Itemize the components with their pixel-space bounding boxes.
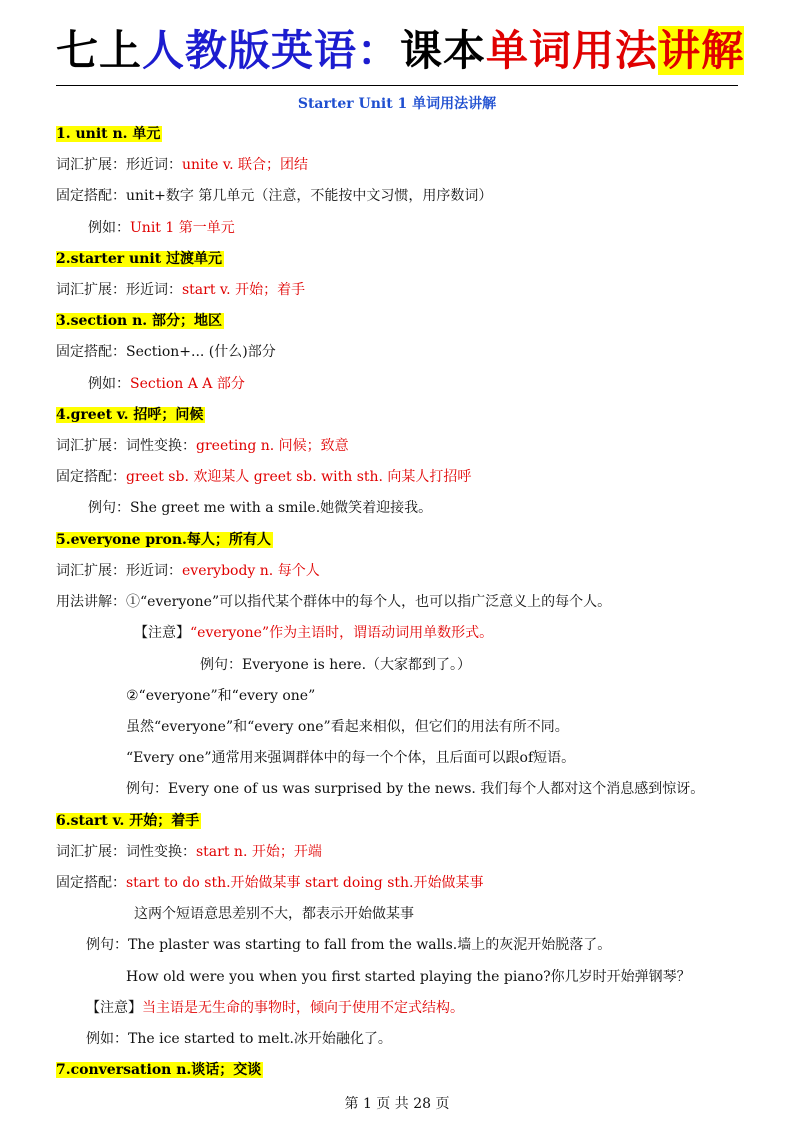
- label-text: 固定搭配：: [56, 469, 126, 485]
- line-example: [88, 374, 245, 394]
- line-collocation: [56, 873, 484, 893]
- entry-heading-start: [56, 811, 201, 831]
- label-text: 例如：: [88, 376, 130, 392]
- highlight-text: Section A A 部分: [130, 376, 245, 392]
- heading-text: 3.section n. 部分；地区: [56, 313, 223, 329]
- label-text: 例句：Everyone is here.（大家都到了。）: [200, 657, 472, 673]
- line-note: [134, 623, 493, 643]
- label-text: 【注意】: [134, 625, 190, 641]
- line-expand: [56, 436, 349, 456]
- label-text: 【注意】: [86, 1000, 142, 1016]
- section-subtitle: Starter Unit 1 单词用法讲解: [297, 96, 497, 112]
- line-usage: [126, 686, 315, 706]
- line-expand: [56, 280, 305, 300]
- entry-heading-unit: [56, 124, 162, 144]
- heading-text: 5.everyone pron.每人；所有人: [56, 532, 271, 548]
- label-text: 虽然“everyone”和“every one”看起来相似，但它们的用法有所不同。: [126, 719, 569, 735]
- highlight-text: start to do sth.开始做某事 start doing sth.开始做某事: [126, 875, 484, 891]
- heading-text: 7.conversation n.谈话；交谈: [56, 1062, 262, 1078]
- line-example: [88, 218, 235, 238]
- entry-heading-conversation: [56, 1060, 263, 1080]
- heading-text: 1. unit n. 单元: [56, 126, 161, 142]
- entry-heading-section: [56, 311, 224, 331]
- label-text: 词汇扩展：形近词：: [56, 157, 182, 173]
- line-note: [86, 998, 464, 1018]
- entry-heading-everyone: [56, 530, 273, 550]
- title-part-explain: 讲解: [658, 26, 745, 75]
- line-collocation: [56, 342, 276, 362]
- label-text: 固定搭配：Section+... (什么)部分: [56, 344, 276, 360]
- label-text: 例句：The plaster was starting to fall from the walls.墙上的灰泥开始脱落了。: [86, 937, 612, 953]
- label-text: 例如：: [88, 220, 130, 236]
- label-text: 固定搭配：unit+数字 第几单元（注意，不能按中文习惯，用序数词）: [56, 188, 493, 204]
- line-example: [126, 967, 691, 987]
- label-text: How old were you when you first started playing the piano?你几岁时开始弹钢琴？: [126, 969, 691, 985]
- title-part-grade: 七上: [56, 26, 143, 75]
- highlight-text: start v. 开始；着手: [182, 282, 306, 298]
- label-text: 用法讲解：①“everyone”可以指代某个群体中的每个人，也可以指广泛意义上的每个人。: [56, 594, 612, 610]
- highlight-text: greet sb. 欢迎某人 greet sb. with sth. 向某人打招呼: [126, 469, 472, 485]
- label-text: 词汇扩展：词性变换：: [56, 438, 196, 454]
- highlight-text: start n. 开始；开端: [196, 844, 322, 860]
- highlight-text: greeting n. 问候；致意: [196, 438, 349, 454]
- label-text: “Every one”通常用来强调群体中的每一个个体，且后面可以跟of短语。: [126, 750, 576, 766]
- label-text: 词汇扩展：形近词：: [56, 282, 182, 298]
- line-expand: [56, 155, 308, 175]
- heading-text: 6.start v. 开始；着手: [56, 813, 200, 829]
- highlight-text: everybody n. 每个人: [182, 563, 320, 579]
- label-text: 这两个短语意思差别不大，都表示开始做某事: [134, 906, 414, 922]
- entry-heading-greet: [56, 405, 205, 425]
- label-text: 词汇扩展：形近词：: [56, 563, 182, 579]
- line-usage: [126, 717, 569, 737]
- highlight-text: Unit 1 第一单元: [130, 220, 235, 236]
- heading-text: 4.greet v. 招呼；问候: [56, 407, 204, 423]
- page-footer: 第 1 页 共 28 页: [344, 1096, 450, 1112]
- line-collocation: [56, 467, 471, 487]
- line-example: [86, 1029, 392, 1049]
- line-example: [126, 779, 704, 799]
- label-text: 例句：Every one of us was surprised by the news. 我们每个人都对这个消息感到惊讶。: [126, 781, 705, 797]
- title-part-textbook: 人教版英语：: [142, 26, 401, 75]
- line-example: [86, 935, 611, 955]
- highlight-text: unite v. 联合；团结: [182, 157, 309, 173]
- line-collocation: [56, 186, 492, 206]
- label-text: 例如：The ice started to melt.冰开始融化了。: [86, 1031, 392, 1047]
- highlight-text: “everyone”作为主语时，谓语动词用单数形式。: [190, 625, 494, 641]
- line-expand: [56, 842, 322, 862]
- title-divider: [56, 85, 738, 86]
- label-text: 词汇扩展：词性变换：: [56, 844, 196, 860]
- heading-text: 2.starter unit 过渡单元: [56, 251, 223, 267]
- highlight-text: 当主语是无生命的事物时，倾向于使用不定式结构。: [142, 1000, 464, 1016]
- title-part-kebens: 课本: [400, 26, 487, 75]
- line-usage: [134, 904, 414, 924]
- label-text: 固定搭配：: [56, 875, 126, 891]
- line-usage: [56, 592, 611, 612]
- page-title: [56, 22, 744, 80]
- label-text: ②“everyone”和“every one”: [126, 688, 316, 704]
- line-usage: [126, 748, 575, 768]
- entry-heading-starter-unit: [56, 249, 224, 269]
- line-expand: [56, 561, 320, 581]
- label-text: 例句：She greet me with a smile.她微笑着迎接我。: [88, 500, 433, 516]
- line-example: [88, 498, 432, 518]
- title-part-words: 单词用法: [486, 26, 659, 75]
- line-example: [200, 655, 471, 675]
